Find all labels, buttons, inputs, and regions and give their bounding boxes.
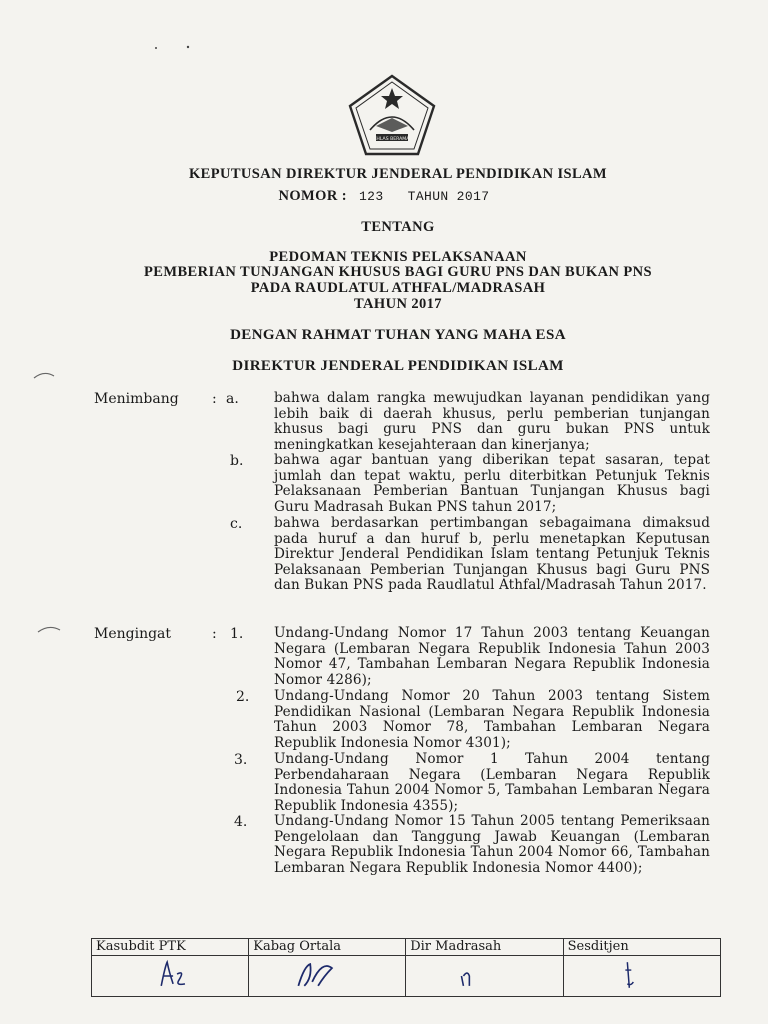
approval-column-header: Sesditjen: [563, 939, 720, 956]
initial-cell: [563, 956, 720, 997]
list-item: bahwa agar bantuan yang diberikan tepat sasaran, tepat jumlah dan tepat waktu, perlu diterbitkan Petunjuk Teknis Pelaksanaan Pemberian Bantuan Tunjangan Khusus bagi Guru Madrasah Bukan PNS tahun 2017;: [274, 452, 710, 515]
ministry-emblem-icon: [346, 74, 438, 156]
list-item: Undang-Undang Nomor 17 Tahun 2003 tentang Keuangan Negara (Lembaran Negara Republik Indonesia Tahun 2003 Nomor 47, Tambahan Lembaran Negara Republik Indonesia Nomor 4286);: [274, 625, 710, 688]
subject-line: PEDOMAN TEKNIS PELAKSANAAN: [269, 249, 527, 265]
list-marker: 1.: [230, 626, 244, 642]
list-marker: b.: [230, 453, 244, 469]
decree-title: KEPUTUSAN DIREKTUR JENDERAL PENDIDIKAN ISLAM: [188, 166, 607, 182]
svg-text:IKHLAS BERAMAL: IKHLAS BERAMAL: [372, 137, 412, 142]
approval-column-header: Dir Madrasah: [406, 939, 563, 956]
mengingat-colon: :: [212, 626, 217, 642]
tentang-heading: TENTANG: [361, 219, 435, 235]
menimbang-label: Menimbang: [94, 391, 179, 407]
subject-line: PADA RAUDLATUL ATHFAL/MADRASAH: [250, 280, 546, 296]
handwritten-initial: [410, 956, 558, 994]
approval-table: [91, 938, 721, 997]
initial-cell: [249, 956, 406, 997]
list-marker: a.: [226, 391, 239, 407]
mengingat-label: Mengingat: [94, 626, 172, 642]
list-item: Undang-Undang Nomor 20 Tahun 2003 tentang Sistem Pendidikan Nasional (Lembaran Negara Republik Indonesia Tahun 2003 Nomor 78, Tambahan Lembaran Negara Republik Indonesia Nomor 4301);: [274, 688, 710, 751]
handwritten-initial: [568, 956, 716, 994]
initial-cell: [92, 956, 249, 997]
approval-column-header: Kasubdit PTK: [92, 939, 249, 956]
handwritten-initial: [96, 956, 244, 994]
menimbang-colon: :: [212, 391, 217, 407]
decree-number: [0, 188, 768, 205]
list-marker: c.: [230, 516, 243, 532]
initial-cell: [406, 956, 563, 997]
list-marker: 3.: [234, 752, 248, 768]
invocation-heading: DENGAN RAHMAT TUHAN YANG MAHA ESA: [230, 327, 566, 343]
subject-line: TAHUN 2017: [354, 296, 442, 312]
tahun-label: TAHUN: [407, 189, 449, 204]
subject-line: PEMBERIAN TUNJANGAN KHUSUS BAGI GURU PNS DAN BUKAN PNS: [144, 264, 652, 280]
nomor-label: NOMOR :: [278, 188, 347, 204]
list-item: bahwa berdasarkan pertimbangan sebagaimana dimaksud pada huruf a dan huruf b, perlu menetapkan Keputusan Direktur Jenderal Pendidikan Islam tentang Petunjuk Teknis Pelaksanaan Pemberian Tunjangan Khusus bagi Guru PNS dan Bukan PNS pada Raudlatul Athfal/Madrasah Tahun 2017.: [274, 515, 710, 594]
approval-column-header: Kabag Ortala: [249, 939, 406, 956]
handwritten-initial: [253, 956, 401, 994]
hole-punch-mark: [36, 622, 62, 636]
list-item: Undang-Undang Nomor 15 Tahun 2005 tentang Pemeriksaan Pengelolaan dan Tanggung Jawab Keuangan (Lembaran Negara Republik Indonesia Tahun 2004 Nomor 66, Tambahan Lembaran Negara Republik Indonesia Nomor 4400);: [274, 813, 710, 876]
list-item: Undang-Undang Nomor 1 Tahun 2004 tentang Perbendaharaan Negara (Lembaran Negara Republik Indonesia Tahun 2004 Nomor 5, Tambahan Lembaran Negara Republik Indonesia 4355);: [274, 751, 710, 814]
issuer-heading: DIREKTUR JENDERAL PENDIDIKAN ISLAM: [232, 358, 564, 374]
tahun-value: 2017: [456, 189, 490, 204]
list-marker: 2.: [236, 689, 250, 705]
scan-mark: [150, 40, 200, 54]
nomor-value: 123: [358, 189, 384, 204]
list-marker: 4.: [234, 814, 248, 830]
list-item: bahwa dalam rangka mewujudkan layanan pendidikan yang lebih baik di daerah khusus, perlu pemberian tunjangan khusus bagi guru PNS dan guru bukan PNS untuk meningkatkan kesejahteraan dan kinerjanya;: [274, 390, 710, 453]
